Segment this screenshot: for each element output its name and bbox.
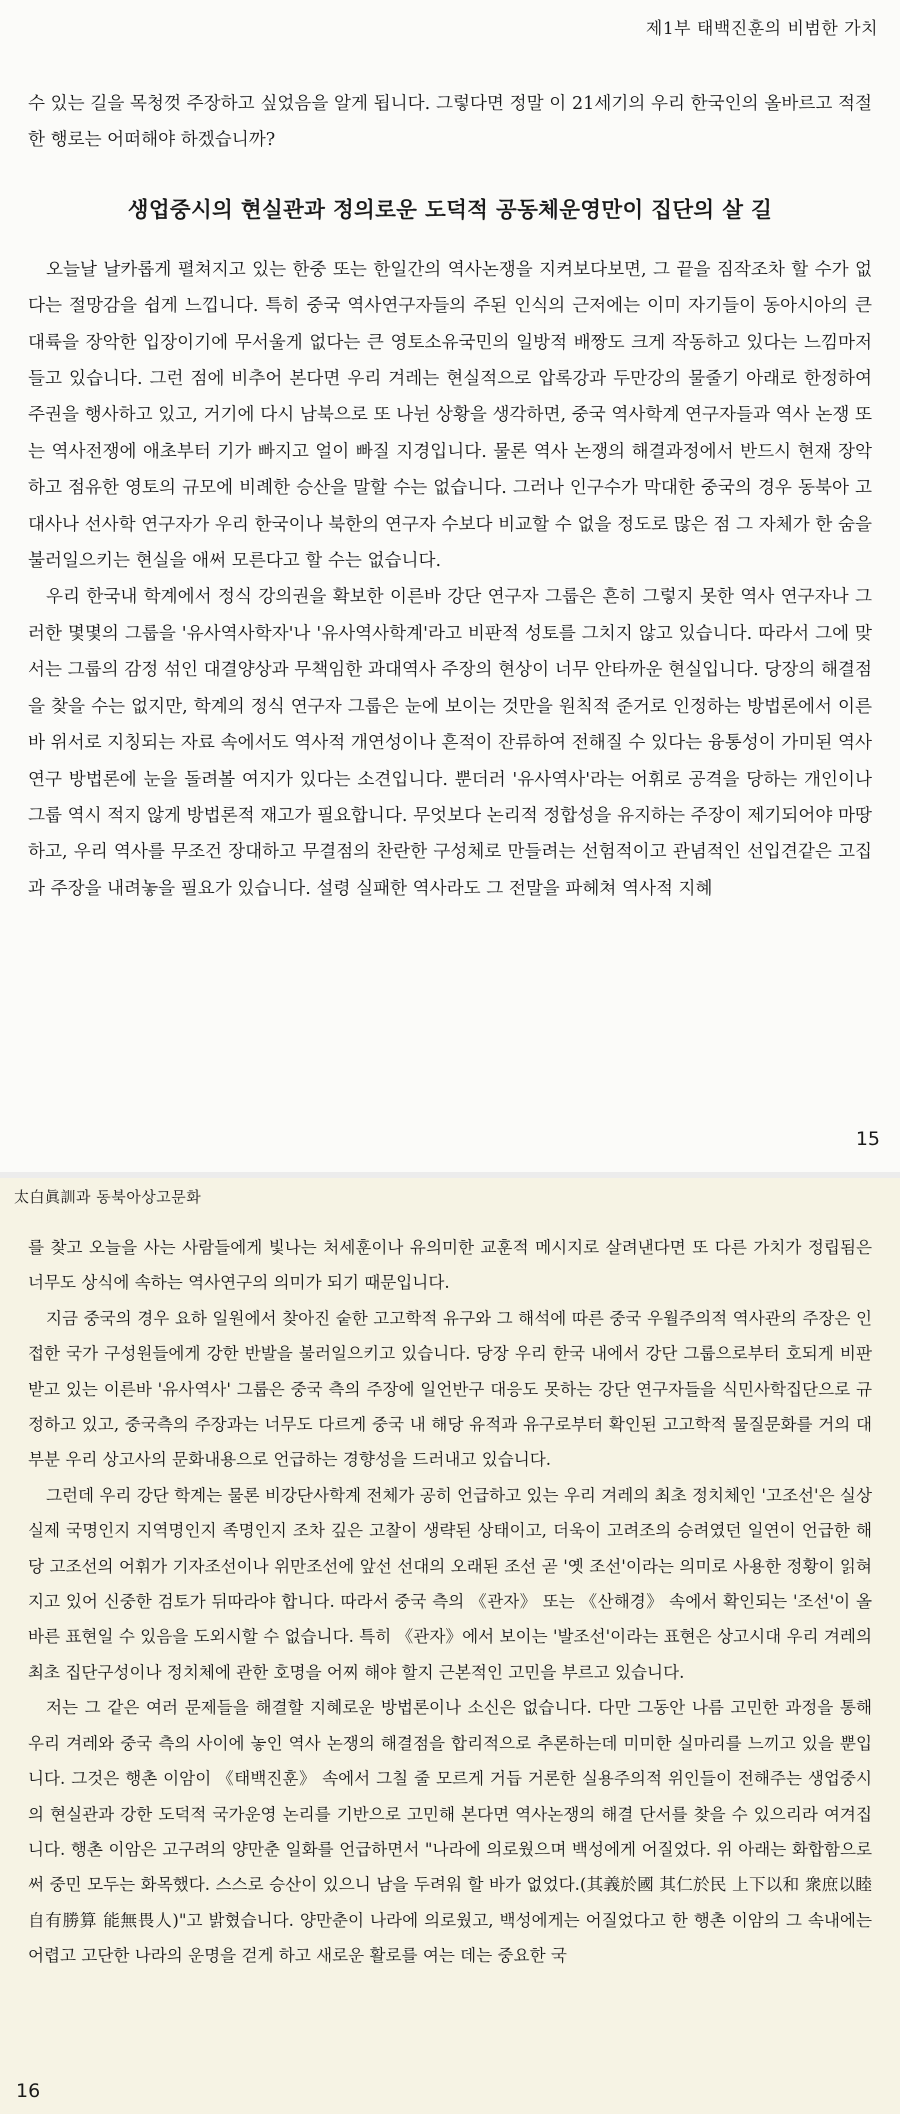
running-head: 太白眞訓과 동북아상고문화: [14, 1188, 202, 1206]
page-16: [0, 1178, 900, 2114]
body-text: [28, 1230, 872, 1974]
page-number: 15: [855, 1128, 880, 1150]
section-heading: 생업중시의 현실관과 정의로운 도덕적 공동체운영만이 집단의 살 길: [127, 197, 773, 223]
body-paragraph: 오늘날 날카롭게 펼쳐지고 있는 한중 또는 한일간의 역사논쟁을 지켜보다보면, 그 끝을 짐작조차 할 수가 없다는 절망감을 쉽게 느낍니다. 특히 중국 역사연구자들의 주된 인식의 근저에는 이미 자기들이 동아시아의 큰 대륙을 장악한 입장이기에 무서울게 없다는 큰 영토소유국민의 일방적 배짱도 크게 작동하고 있다는 느낌마저 들고 있습니다. 그런 점에 비추어 본다면 우리 겨레는 현실적으로 압록강과 두만강의 물줄기 아래로 한정하여 주권을 행사하고 있고, 거기에 다시 남북으로 또 나뉜 상황을 생각하면, 중국 역사학계 연구자들과 역사 논쟁 또는 역사전쟁에 애초부터 기가 빠지고 얼이 빠질 지경입니다. 물론 역사 논쟁의 해결과정에서 반드시 현재 장악하고 점유한 영토의 규모에 비례한 승산을 말할 수는 없습니다. 그러나 인구수가 막대한 중국의 경우 동북아 고대사나 선사학 연구자가 우리 한국이나 북한의 연구자 수보다 비교할 수 없을 정도로 많은 점 그 자체가 한 숨을 불러일으키는 현실을 애써 모른다고 할 수는 없습니다.: [28, 259, 872, 572]
body-paragraph: 우리 한국내 학계에서 정식 강의권을 확보한 이른바 강단 연구자 그룹은 흔히 그렇지 못한 역사 연구자나 그러한 몇몇의 그룹을 '유사역사학자'나 '유사역사학계'라고 비판적 성토를 그치지 않고 있습니다. 따라서 그에 맞서는 그룹의 감정 섞인 대결양상과 무책임한 과대역사 주장의 현상이 너무 안타까운 현실입니다. 당장의 해결점을 찾을 수는 없지만, 학계의 정식 연구자 그룹은 눈에 보이는 것만을 원칙적 준거로 인정하는 방법론에서 이른바 위서로 지칭되는 자료 속에서도 역사적 개연성이나 흔적이 잔류하여 전해질 수 있다는 융통성이 가미된 역사연구 방법론에 눈을 돌려볼 여지가 있다는 소견입니다. 뿐더러 '유사역사'라는 어휘로 공격을 당하는 개인이나 그룹 역시 적지 않게 방법론적 재고가 필요합니다. 무엇보다 논리적 정합성을 유지하는 주장이 제기되어야 마땅하고, 우리 역사를 무조건 장대하고 무결점의 찬란한 구성체로 만들려는 선험적이고 관념적인 선입견같은 고집과 주장을 내려놓을 필요가 있습니다. 설령 실패한 역사라도 그 전말을 파헤쳐 역사적 지혜: [28, 587, 872, 899]
running-head: 제1부 태백진훈의 비범한 가치: [645, 19, 878, 39]
body-paragraph: 를 찾고 오늘을 사는 사람들에게 빛나는 처세훈이나 유의미한 교훈적 메시지로 살려낸다면 또 다른 가치가 정립됨은 너무도 상식에 속하는 역사연구의 의미가 되기 때문입니다.: [28, 1238, 872, 1293]
body-paragraph: 그런데 우리 강단 학계는 물론 비강단사학계 전체가 공히 언급하고 있는 우리 겨레의 최초 정치체인 '고조선'은 실상 실제 국명인지 지역명인지 족명인지 조차 깊은 고찰이 생략된 상태이고, 더욱이 고려조의 승려였던 일연이 언급한 해당 고조선의 어휘가 기자조선이나 위만조선에 앞선 선대의 오래된 조선 곧 '옛 조선'이라는 의미로 사용한 정황이 읽혀지고 있어 신중한 검토가 뒤따라야 합니다. 따라서 중국 측의 《관자》 또는 《산해경》 속에서 확인되는 '조선'이 올바른 표현일 수 있음을 도외시할 수 없습니다. 특히 《관자》에서 보이는 '발조선'이라는 표현은 상고시대 우리 겨레의 최초 집단구성이나 정치체에 관한 호명을 어찌 해야 할지 근본적인 고민을 부르고 있습니다.: [28, 1485, 872, 1682]
page-number: 16: [16, 2080, 41, 2102]
body-text: [28, 86, 872, 907]
body-paragraph: 지금 중국의 경우 요하 일원에서 찾아진 숱한 고고학적 유구와 그 해석에 따른 중국 우월주의적 역사관의 주장은 인접한 국가 구성원들에게 강한 반발을 불러일으키고 있습니다. 당장 우리 한국 내에서 강단 그룹으로부터 호되게 비판받고 있는 이른바 '유사역사' 그룹은 중국 측의 주장에 일언반구 대응도 못하는 강단 연구자들을 식민사학집단으로 규정하고 있고, 중국측의 주장과는 너무도 다르게 중국 내 해당 유적과 유구로부터 확인된 고고학적 물질문화를 거의 대부분 우리 상고사의 문화내용으로 언급하는 경향성을 드러내고 있습니다.: [28, 1308, 872, 1470]
intro-paragraph: 수 있는 길을 목청껏 주장하고 싶었음을 알게 됩니다. 그렇다면 정말 이 21세기의 우리 한국인의 올바르고 적절한 행로는 어떠해야 하겠습니까?: [28, 94, 872, 151]
body-paragraph: 저는 그 같은 여러 문제들을 해결할 지혜로운 방법론이나 소신은 없습니다. 다만 그동안 나름 고민한 과정을 통해 우리 겨레와 중국 측의 사이에 놓인 역사 논쟁의 해결점을 합리적으로 추론하는데 미미한 실마리를 느끼고 있을 뿐입니다. 그것은 행촌 이암이 《태백진훈》 속에서 그칠 줄 모르게 거듭 거론한 실용주의적 위인들이 전해주는 생업중시의 현실관과 강한 도덕적 국가운영 논리를 기반으로 고민해 본다면 역사논쟁의 해결 단서를 찾을 수 있으리라 여겨집니다. 행촌 이암은 고구려의 양만춘 일화를 언급하면서 "나라에 의로웠으며 백성에게 어질었다. 위 아래는 화합함으로써 중민 모두는 화목했다. 스스로 승산이 있으니 남을 두려워 할 바가 없었다.(其義於國 其仁於民 上下以和 衆庶以睦 自有勝算 能無畏人)"고 밝혔습니다. 양만춘이 나라에 의로웠고, 백성에게는 어질었다고 한 행촌 이암의 그 속내에는 어렵고 고단한 나라의 운명을 걷게 하고 새로운 활로를 여는 데는 중요한 국: [28, 1698, 872, 1966]
